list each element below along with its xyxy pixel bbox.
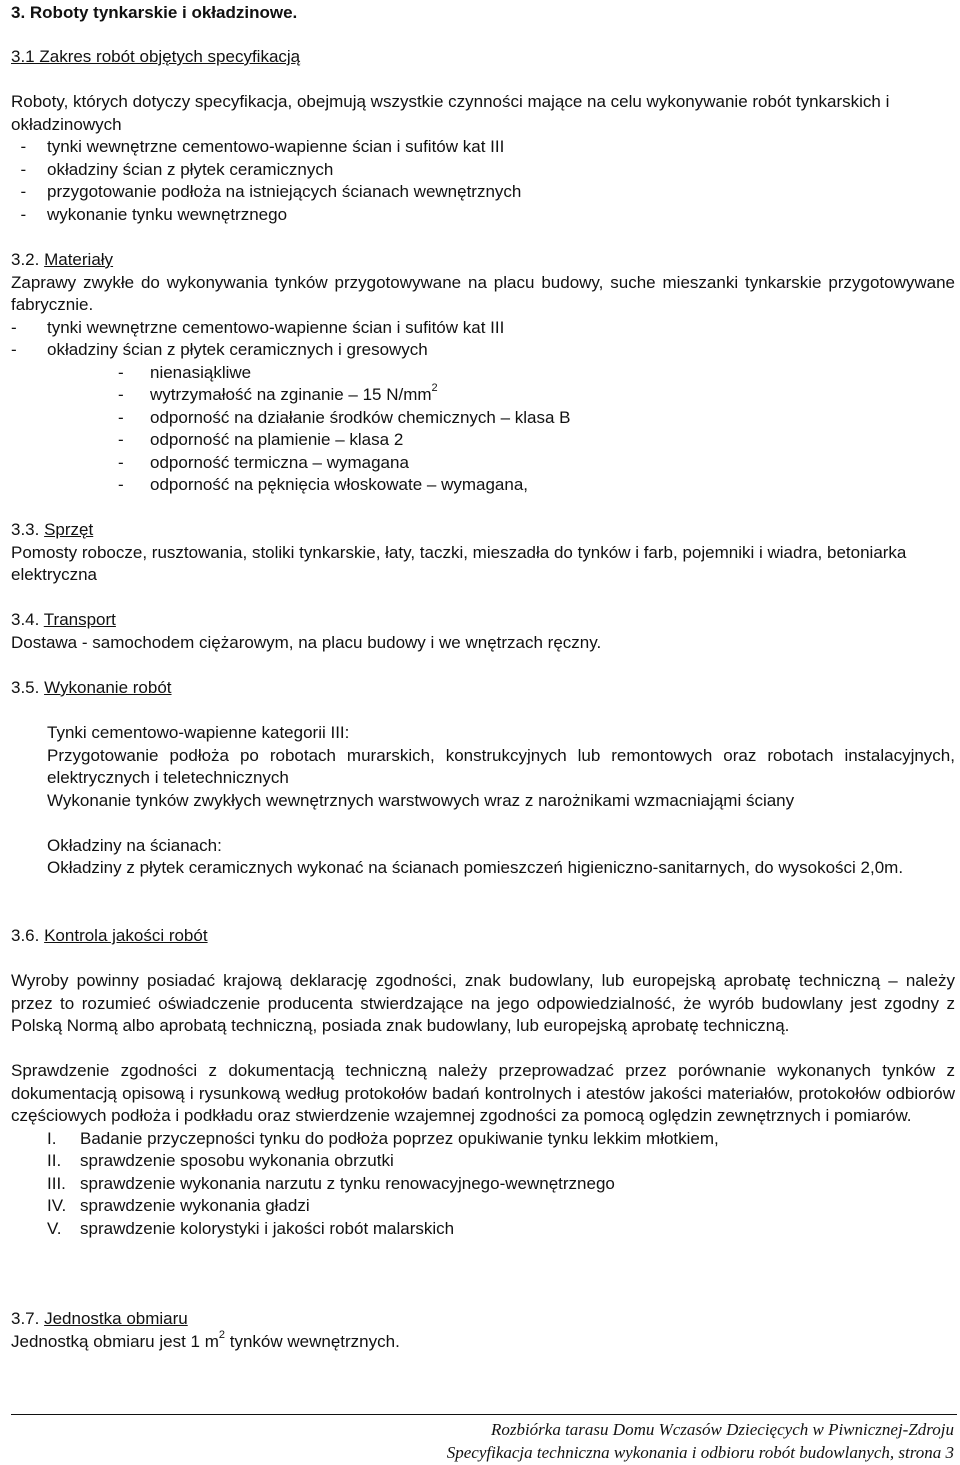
section-heading: 3.4. Transport [11, 610, 116, 629]
section-heading: 3.3. Sprzęt [11, 520, 94, 539]
footer-divider [11, 1414, 957, 1415]
section-3-3 [11, 519, 955, 587]
section-heading: 3.6. Kontrola jakości robót [11, 926, 208, 945]
list-item: I. Badanie przyczepności tynku do podłoża poprzez opukiwanie tynku lekkim młotkiem, [47, 1128, 719, 1148]
paragraph: Okładziny z płytek ceramicznych wykonać na ścianach pomieszczeń higieniczno-sanitarnych, do wysokości 2,0m. [47, 858, 904, 877]
list-item: II. sprawdzenie sposobu wykonania obrzutki [47, 1151, 394, 1170]
section-heading: 3.2. Materiały [11, 250, 114, 269]
section-3-1-body [11, 91, 955, 226]
list-item: - odporność termiczna – wymagana [118, 452, 409, 472]
section-3-5-body [11, 722, 955, 880]
paragraph: Roboty, których dotyczy specyfikacja, obejmują wszystkie czynności mające na celu wykonywanie robót tynkarskich i okładzinowych [11, 92, 890, 134]
list-item: - wykonanie tynku wewnętrznego [11, 204, 288, 224]
list-item: - okładziny ścian z płytek ceramicznych [11, 159, 334, 179]
paragraph: Sprawdzenie zgodności z dokumentacją techniczną należy przeprowadzać przez porównanie wykonanych tynków z dokumentacją opisową i rysunkową według protokołów badań kontrolnych i atestów jakości materiałów, protokołów odbiorów częściowych podłoża i podkładu oraz stwierdzenie wzajemnej zgodności za pomocą oględzin zewnętrznych i pomiarów. [11, 1061, 955, 1125]
paragraph: Wyroby powinny posiadać krajową deklarację zgodności, znak budowlany, lub europejską aprobatę techniczną – należy przez to rozumieć oświadczenie producenta stwierdzające na jego odpowiedzialność, że wyrób budowlany jest zgodny z Polską Normą albo aprobatą techniczną, posiada znak budowlany, lub europejską aprobatę techniczną. [11, 971, 955, 1035]
section-3-6-body [11, 970, 955, 1240]
paragraph-title: Tynki cementowo-wapienne kategorii III: [47, 723, 350, 742]
list-item: III. sprawdzenie wykonania narzutu z tynku renowacyjnego-wewnętrznego [47, 1173, 615, 1193]
section-3-5 [11, 677, 955, 700]
list-item: IV. sprawdzenie wykonania gładzi [47, 1196, 310, 1215]
paragraph: Jednostką obmiaru jest 1 $m^2$ tynków wewnętrznych. [11, 1328, 400, 1351]
section-3-1 [11, 46, 955, 69]
footer-project: Rozbiórka tarasu Domu Wczasów Dziecięcych w Piwnicznej-Zdroju [490, 1420, 954, 1439]
list-item: - wytrzymałość na zginanie – 15 $N/mm^2$ [118, 382, 438, 404]
section-heading: 3.5. Wykonanie robót [11, 678, 172, 697]
list-item: - tynki wewnętrzne cementowo-wapienne ścian i sufitów kat III [11, 317, 505, 337]
paragraph-title: Okładziny na ścianach: [47, 835, 222, 855]
section-3-2 [11, 249, 955, 497]
list-item: V. sprawdzenie kolorystyki i jakości robót malarskich [47, 1218, 455, 1238]
section-3-7 [11, 1308, 955, 1353]
list-item: - odporność na plamienie – klasa 2 [118, 430, 404, 449]
document-title: 3. Roboty tynkarskie i okładzinowe. [11, 3, 298, 22]
list-item: - odporność na pęknięcia włoskowate – wymagana, [118, 475, 529, 494]
paragraph: Przygotowanie podłoża po robotach murarskich, konstrukcyjnych lub remontowych oraz robotach instalacyjnych, elektrycznych i teletechnicznych [47, 745, 955, 787]
list-item: - przygotowanie podłoża na istniejących ścianach wewnętrznych [11, 182, 522, 201]
list-item: - okładziny ścian z płytek ceramicznych i gresowych [11, 340, 428, 359]
list-item: - tynki wewnętrzne cementowo-wapienne ścian i sufitów kat III [11, 137, 505, 156]
section-3-6 [11, 925, 955, 948]
section-3-4 [11, 609, 955, 654]
footer-page-info: Specyfikacja techniczna wykonania i odbioru robót budowlanych, strona 3 [446, 1443, 954, 1462]
paragraph: Zaprawy zwykłe do wykonywania tynków przygotowywane na placu budowy, suche mieszanki tynkarskie przygotowywane fabrycznie. [11, 272, 955, 314]
list-item: - nienasiąkliwe [118, 362, 252, 382]
paragraph: Dostawa - samochodem ciężarowym, na placu budowy i we wnętrzach ręczny. [11, 632, 602, 652]
section-heading: 3.1 Zakres robót objętych specyfikacją [11, 47, 301, 66]
list-item: - odporność na działanie środków chemicznych – klasa B [118, 407, 571, 427]
paragraph: Wykonanie tynków zwykłych wewnętrznych warstwowych wraz z narożnikami wzmacniająmi ściany [47, 790, 795, 810]
paragraph: Pomosty robocze, rusztowania, stoliki tynkarskie, łaty, taczki, mieszadła do tynków i farb, pojemniki i wiadra, betoniarka elektryczna [11, 542, 907, 584]
section-heading: 3.7. Jednostka obmiaru [11, 1309, 188, 1328]
